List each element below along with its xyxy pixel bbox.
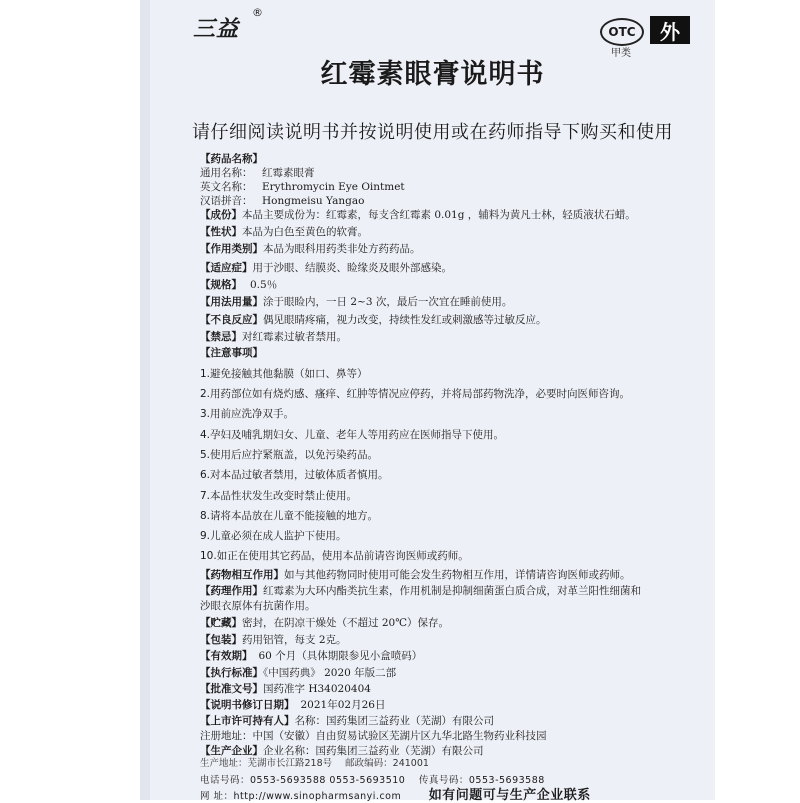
registered-mark: ® (252, 6, 263, 19)
holder-name: 名称：国药集团三益药业（芜湖）有限公司 (294, 715, 494, 727)
composition-heading: 【成份】 (200, 209, 242, 221)
postcode: 邮政编码：241001 (345, 758, 429, 769)
holder-address: 注册地址：中国（安徽）自由贸易试验区芜湖片区九华北路生物药业科技园 (200, 730, 547, 742)
usage-heading: 【用法用量】 (200, 296, 263, 308)
contraindication-row (200, 330, 705, 344)
adverse-heading: 【不良反应】 (200, 314, 263, 326)
page-shadow (140, 0, 150, 800)
pharmacology-row (200, 584, 705, 598)
website: 网 址：http://www.sinopharmsanyi.com (200, 791, 402, 802)
pinyin-label: 汉语拼音： (200, 195, 253, 207)
character-text: 本品为白色至黄色的软膏。 (242, 226, 368, 238)
indication-text: 用于沙眼、结膜炎、睑缘炎及眼外部感染。 (252, 262, 452, 274)
fax-number: 传真号码：0553-5693588 (418, 775, 545, 786)
adverse-row (200, 313, 705, 327)
approval-row (200, 682, 705, 696)
pharmacology-row-2 (200, 599, 705, 613)
pharmacology-heading: 【药理作用】 (200, 585, 263, 597)
drug-name-section (200, 152, 705, 208)
usage-row (200, 295, 705, 309)
otc-badge: OTC (600, 18, 644, 46)
external-use-badge: 外 (650, 16, 690, 44)
storage-row (200, 616, 705, 630)
pinyin-value: Hongmeisu Yangao (262, 195, 365, 207)
pharmacology-text-2: 沙眼衣原体有抗菌作用。 (200, 600, 316, 612)
precaution-item: 10.如正在使用其它药品，使用本品前请咨询医师或药师。 (200, 550, 469, 562)
maker-name: 企业名称：国药集团三益药业（芜湖）有限公司 (263, 745, 484, 757)
adverse-text: 偶见眼睛疼痛，视力改变，持续性发红或刺激感等过敏反应。 (263, 314, 547, 326)
precaution-item: 4.孕妇及哺乳期妇女、儿童、老年人等用药应在医师指导下使用。 (200, 429, 505, 441)
interaction-heading: 【药物相互作用】 (200, 569, 284, 581)
package-row (200, 633, 705, 647)
revision-heading: 【说明书修订日期】 (200, 699, 295, 711)
validity-row (200, 649, 705, 663)
precaution-item: 9.儿童必须在成人监护下使用。 (200, 530, 347, 542)
interaction-text: 如与其他药物同时使用可能会发生药物相互作用，详情请咨询医师或药师。 (284, 569, 631, 581)
phone-number: 电话号码：0553-5693588 0553-5693510 (200, 775, 406, 786)
precautions-heading: 【注意事项】 (200, 347, 263, 359)
standard-text: 《中国药典》 2020 年版二部 (263, 667, 397, 679)
revision-row (200, 698, 705, 712)
holder-address-row (200, 729, 705, 743)
category-text: 本品为眼科用药类非处方药药品。 (263, 243, 421, 255)
character-row (200, 225, 705, 239)
composition-row (200, 208, 705, 222)
contraindication-text: 对红霉素过敏者禁用。 (242, 331, 347, 343)
english-name-label: 英文名称： (200, 181, 253, 193)
storage-heading: 【贮藏】 (200, 617, 242, 629)
interaction-row (200, 568, 705, 582)
validity-heading: 【有效期】 (200, 650, 253, 662)
brand-logo: 三益 (193, 17, 240, 42)
contraindication-heading: 【禁忌】 (200, 331, 242, 343)
precautions-heading-row (200, 346, 705, 360)
holder-row (200, 714, 705, 728)
indication-row (200, 261, 705, 275)
precaution-item: 1.避免接触其他黏膜（如口、鼻等） (200, 368, 368, 380)
precaution-item: 6.对本品过敏者禁用，过敏体质者慎用。 (200, 469, 389, 481)
maker-heading: 【生产企业】 (200, 745, 263, 757)
storage-text: 密封，在阴凉干燥处（不超过 20℃）保存。 (242, 617, 449, 629)
holder-heading: 【上市许可持有人】 (200, 715, 295, 727)
category-heading: 【作用类别】 (200, 243, 263, 255)
category-row (200, 242, 705, 256)
precaution-item: 3.用前应洗净双手。 (200, 408, 295, 420)
spec-heading: 【规格】 (200, 279, 242, 291)
maker-row (200, 744, 705, 758)
indication-heading: 【适应症】 (200, 262, 253, 274)
spec-row (200, 278, 705, 292)
character-heading: 【性状】 (200, 226, 242, 238)
precaution-item: 5.使用后应拧紧瓶盖，以免污染药品。 (200, 449, 379, 461)
english-name-value: Erythromycin Eye Ointmet (262, 181, 405, 193)
web-line (200, 784, 591, 803)
composition-text: 本品主要成份为：红霉素，每支含红霉素 0.01g ，辅料为黄凡士林，轻质液状石蜡。 (242, 209, 636, 221)
page-title: 红霉素眼膏说明书 (320, 59, 545, 90)
usage-text: 涂于眼睑内，一日 2~3 次，最后一次宜在睡前使用。 (263, 296, 513, 308)
spec-text: 0.5％ (250, 279, 278, 291)
package-heading: 【包装】 (200, 634, 242, 646)
common-name-label: 通用名称： (200, 167, 253, 179)
revision-text: 2021年02月26日 (300, 699, 386, 711)
standard-row (200, 666, 705, 680)
contact-block (200, 759, 705, 769)
approval-text: 国药准字 H34020404 (263, 683, 371, 695)
otc-class-label: 甲类 (611, 48, 631, 59)
standard-heading: 【执行标准】 (200, 667, 263, 679)
precaution-item: 8.请将本品放在儿童不能接触的地方。 (200, 510, 379, 522)
validity-text: 60 个月（具体期限参见小盒喷码） (258, 650, 423, 662)
approval-heading: 【批准文号】 (200, 683, 263, 695)
drug-name-heading: 【药品名称】 (200, 153, 263, 165)
maker-address: 生产地址：芜湖市长江路218号 (200, 758, 333, 769)
reading-notice: 请仔细阅读说明书并按说明使用或在药师指导下购买和使用 (192, 122, 673, 143)
contact-notice: 如有问题可与生产企业联系 (428, 788, 591, 803)
pharmacology-text: 红霉素为大环内酯类抗生素，作用机制是抑制细菌蛋白质合成，对革兰阳性细菌和 (263, 585, 641, 597)
common-name-value: 红霉素眼膏 (262, 167, 315, 179)
package-text: 药用铝管，每支 2克。 (242, 634, 347, 646)
precaution-item: 2.用药部位如有烧灼感、瘙痒、红肿等情况应停药，并将局部药物洗净，必要时向医师咨询。 (200, 388, 631, 400)
precaution-item: 7.本品性状发生改变时禁止使用。 (200, 490, 358, 502)
